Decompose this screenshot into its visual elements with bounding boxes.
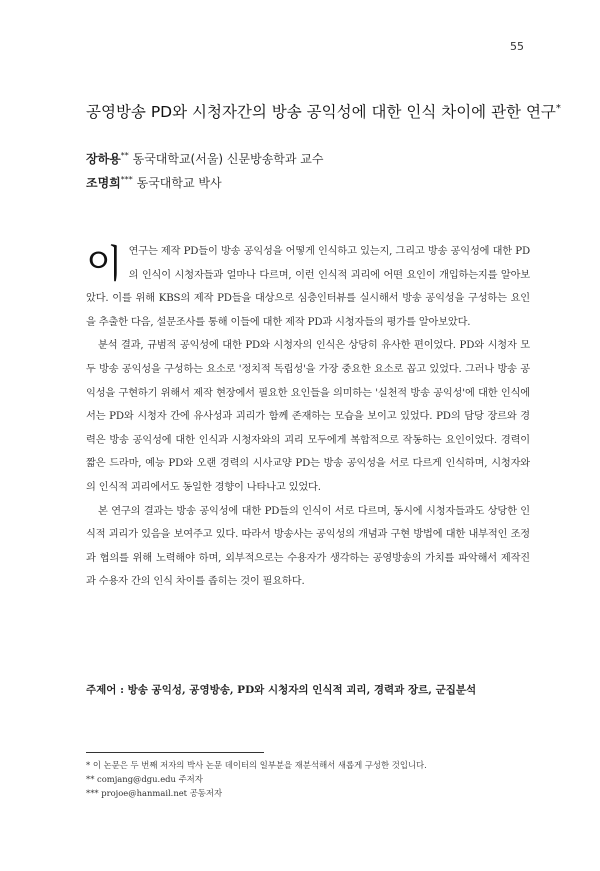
title-footnote-mark: * [555, 102, 561, 114]
author-affiliation: 동국대학교 박사 [132, 176, 222, 190]
author-mark: *** [120, 175, 133, 184]
author-name: 조명희 [86, 176, 121, 190]
drop-cap: 이 [86, 242, 123, 286]
author-list [86, 150, 323, 198]
author-line [86, 174, 323, 198]
abstract [86, 240, 530, 594]
page-number: 55 [510, 40, 524, 53]
abstract-paragraph-text: 연구는 제작 PD들이 방송 공익성을 어떻게 인식하고 있는지, 그리고 방송 공익성에 대한 PD의 인식이 시청자들과 얼마나 다르며, 이런 인식적 괴리에 어떤 요인이 개입하는지를 알아보았다. 이를 위해 KBS의 제작 PD들을 대상으로 심층인터뷰를 실시해서 방송 공익성을 구성하는 요인을 추출한 다음, 설문조사를 통해 이들에 대한 제작 PD과 시청자들의 평가를 알아보았다. [86, 246, 530, 328]
paper-title [86, 100, 561, 122]
author-line [86, 150, 323, 174]
footnote: * 이 논문은 두 번째 저자의 박사 논문 데이터의 일부분을 재분석해서 새롭게 구성한 것입니다. [86, 760, 427, 770]
abstract-paragraph: 본 연구의 결과는 방송 공익성에 대한 PD들의 인식이 서로 다르며, 동시에 시청자들과도 상당한 인식적 괴리가 있음을 보여주고 있다. 따라서 방송사는 공익성의 개념과 구현 방법에 대한 내부적인 조정과 협의를 위해 노력해야 하며, 외부적으로는 수용자가 생각하는 공영방송의 가치를 파악해서 제작진과 수용자 간의 인식 차이를 좁히는 것이 필요하다. [86, 505, 530, 588]
footnote-divider [86, 752, 264, 753]
keywords: 주제어 : 방송 공익성, 공영방송, PD와 시청자의 인식적 괴리, 경력과 장르, 군집분석 [86, 684, 477, 696]
footnote: *** projoe@hanmail.net 공동저자 [86, 788, 223, 798]
paper-title-text: 공영방송 PD와 시청자간의 방송 공익성에 대한 인식 차이에 관한 연구 [86, 103, 556, 121]
author-affiliation: 동국대학교(서울) 신문방송학과 교수 [128, 152, 324, 166]
abstract-paragraph [86, 240, 530, 334]
footnote: ** comjang@dgu.edu 주저자 [86, 774, 203, 784]
author-mark: ** [120, 151, 129, 160]
abstract-paragraph: 분석 결과, 규범적 공익성에 대한 PD와 시청자의 인식은 상당히 유사한 편이었다. PD와 시청자 모두 방송 공익성을 구성하는 요소로 '정치적 독립성'을 가장 중요한 요소로 꼽고 있었다. 그러나 방송 공익성을 구현하기 위해서 제작 현장에서 필요한 요인들을 의미하는 '실천적 방송 공익성'에 대한 인식에서는 PD와 시청자 간에 유사성과 괴리가 함께 존재하는 모습을 보이고 있었다. PD의 담당 장르와 경력은 방송 공익성에 대한 인식과 시청자와의 괴리 모두에게 복합적으로 작동하는 요인이었다. 경력이 짧은 드라마, 예능 PD와 오랜 경력의 시사교양 PD는 방송 공익성을 서로 다르게 인식하며, 시청자와의 인식적 괴리에서도 동일한 경향이 나타나고 있었다. [86, 340, 530, 493]
author-name: 장하용 [86, 152, 121, 166]
footnotes [86, 758, 530, 800]
